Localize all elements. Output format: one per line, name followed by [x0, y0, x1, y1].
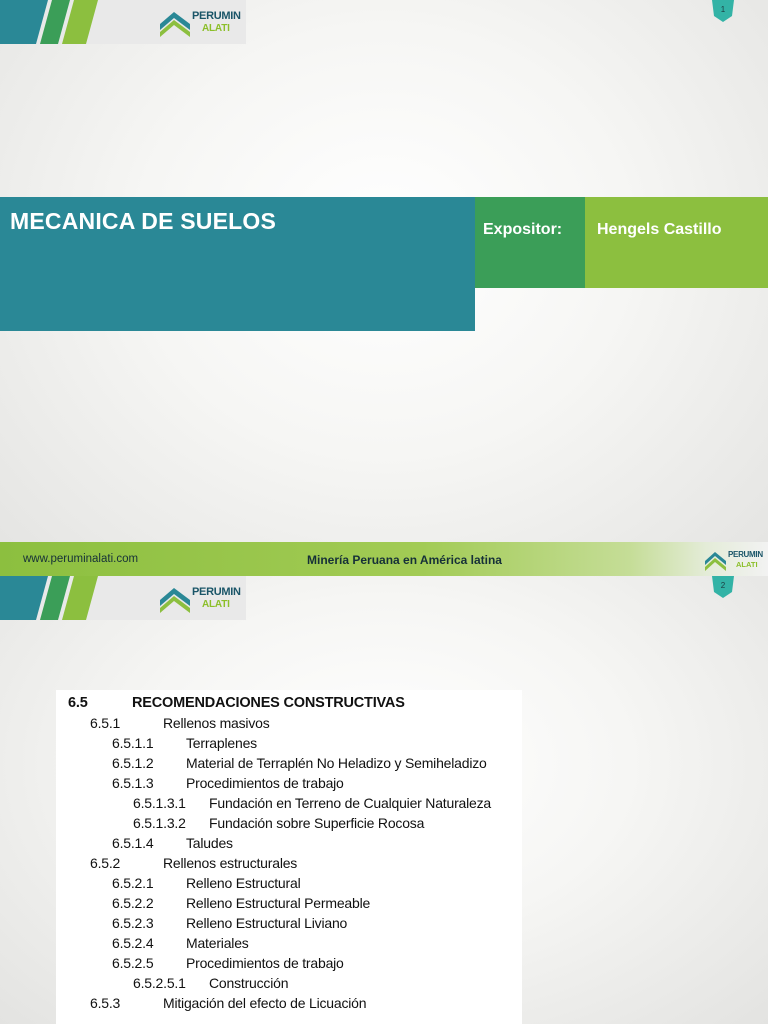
toc-number: 6.5.2.4: [112, 935, 154, 951]
toc-number: 6.5.2.3: [112, 915, 154, 931]
toc-label: Fundación en Terreno de Cualquier Naturaleza: [209, 795, 492, 811]
toc-number: 6.5.1.4: [112, 835, 154, 851]
perumin-logo: [158, 4, 244, 40]
logo-chevron-icon: [158, 580, 192, 616]
footer-tagline: Minería Peruana en América latina: [307, 553, 502, 567]
logo-chevron-icon: [158, 4, 192, 40]
toc-label: RECOMENDACIONES CONSTRUCTIVAS: [132, 695, 405, 711]
header-band: [0, 576, 246, 620]
perumin-logo: [158, 580, 244, 616]
toc-label: Rellenos masivos: [163, 715, 270, 731]
expositor-name-block: [585, 197, 768, 288]
toc-number: 6.5.1.3.1: [133, 795, 186, 811]
toc-number: 6.5.2.1: [112, 875, 154, 891]
footer-url-link[interactable]: www.peruminalati.com: [23, 553, 139, 565]
title-block: [0, 197, 475, 331]
toc-label: Terraplenes: [186, 735, 257, 751]
toc-label: Material de Terraplén No Heladizo y Semiheladizo: [186, 755, 487, 771]
page-number-badge: [712, 0, 734, 22]
page-number: 2: [720, 581, 726, 590]
expositor-label-block: [475, 197, 585, 288]
logo-text-alati: ALATI: [202, 599, 230, 610]
logo-text-perumin: PERUMIN: [192, 10, 241, 22]
expositor-name: Hengels Castillo: [597, 221, 722, 238]
toc-number: 6.5.1.2: [112, 755, 154, 771]
footer-logo: [704, 547, 766, 573]
logo-text-perumin: PERUMIN: [192, 586, 241, 598]
slide-2: [0, 576, 768, 1024]
toc-label: Fundación sobre Superficie Rocosa: [209, 815, 425, 831]
footer-logo-text-perumin: PERUMIN: [728, 550, 763, 559]
toc-number: 6.5.1: [90, 715, 121, 731]
toc-number: 6.5: [68, 695, 88, 711]
toc-label: Mitigación del efecto de Licuación: [163, 995, 367, 1011]
toc-number: 6.5.2: [90, 855, 121, 871]
footer-bar: [0, 542, 768, 576]
toc-label: Construcción: [209, 975, 289, 991]
logo-text-alati: ALATI: [202, 23, 230, 34]
toc-label: Relleno Estructural: [186, 875, 301, 891]
slide-title: MECANICA DE SUELOS: [10, 208, 276, 234]
toc-label: Materiales: [186, 935, 249, 951]
toc-label: Procedimientos de trabajo: [186, 955, 344, 971]
expositor-label: Expositor:: [483, 221, 563, 238]
toc-number: 6.5.1.1: [112, 735, 154, 751]
table-of-contents-image: [56, 690, 522, 1024]
header-band: [0, 0, 246, 44]
header-stripes: [0, 576, 160, 620]
toc-number: 6.5.1.3: [112, 775, 154, 791]
header-stripes: [0, 0, 160, 44]
footer-logo-chevron-icon: [704, 547, 728, 573]
footer-logo-text-alati: ALATI: [736, 560, 758, 569]
toc-label: Rellenos estructurales: [163, 855, 298, 871]
toc-number: 6.5.2.2: [112, 895, 154, 911]
toc-number: 6.5.1.3.2: [133, 815, 186, 831]
page-number-badge: [712, 576, 734, 598]
toc-number: 6.5.3: [90, 995, 121, 1011]
toc-label: Procedimientos de trabajo: [186, 775, 344, 791]
toc-label: Taludes: [186, 835, 233, 851]
toc-number: 6.5.2.5.1: [133, 975, 186, 991]
page-number: 1: [720, 5, 726, 14]
toc-number: 6.5.2.5: [112, 955, 154, 971]
toc-label: Relleno Estructural Liviano: [186, 915, 348, 931]
toc-label: Relleno Estructural Permeable: [186, 895, 371, 911]
